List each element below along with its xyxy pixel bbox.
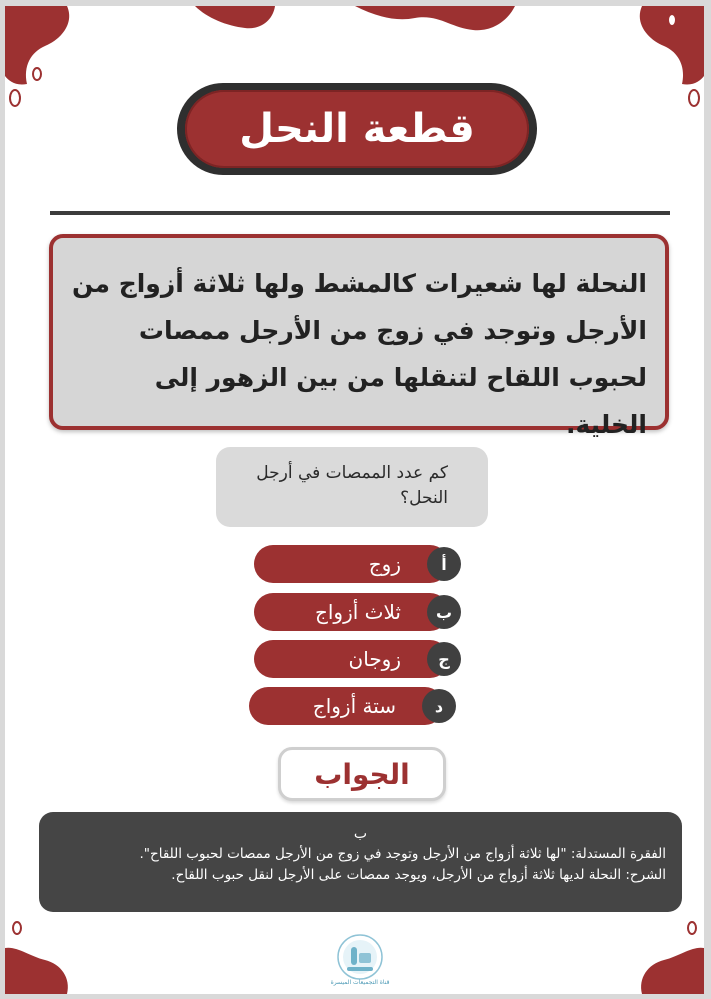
- top-left-decoration: [5, 6, 85, 116]
- question-box: [216, 447, 488, 527]
- passage-box: [49, 234, 669, 439]
- answer-button-label: الجواب: [314, 757, 410, 791]
- bottom-left-decoration: [5, 914, 85, 994]
- bottom-right-decoration: [624, 914, 704, 994]
- option-c[interactable]: [254, 640, 449, 678]
- option-letter-badge: أ: [427, 547, 461, 581]
- explanation-box: [39, 812, 682, 912]
- option-label: ستة أزواج: [312, 694, 396, 718]
- option-a[interactable]: [254, 545, 449, 583]
- top-center-decoration: [195, 6, 515, 46]
- option-letter-badge: ج: [427, 642, 461, 676]
- channel-logo: [327, 929, 393, 994]
- worksheet-page: [5, 6, 704, 994]
- question-text: كم عدد الممصات في أرجل النحل؟: [256, 463, 448, 508]
- title-pill: [185, 90, 529, 168]
- passage-text: النحلة لها شعيرات كالمشط ولها ثلاثة أزواج من الأرجل وتوجد في زوج من الأرجل ممصات لحبوب اللقاح لتنقلها من بين الزهور إلى الخلية.: [72, 269, 647, 439]
- page-title: قطعة النحل: [239, 106, 475, 152]
- option-label: ثلاث أزواج: [314, 600, 401, 624]
- option-b[interactable]: [254, 593, 449, 631]
- answer-button[interactable]: [278, 747, 446, 801]
- explanation-text: الشرح: النحلة لديها ثلاثة أزواج من الأرجل، ويوجد ممصات على الأرجل لنقل حبوب اللقاح.: [171, 867, 666, 883]
- logo-text: قناة التجميعات الميسرة: [330, 979, 390, 986]
- option-label: زوجان: [348, 647, 401, 671]
- correct-answer-letter: ب: [353, 826, 368, 842]
- option-letter-badge: د: [422, 689, 456, 723]
- option-label: زوج: [368, 552, 401, 576]
- divider: [50, 211, 670, 215]
- option-d[interactable]: [249, 687, 444, 725]
- option-letter-badge: ب: [427, 595, 461, 629]
- top-right-decoration: [624, 6, 704, 116]
- evidence-text: الفقرة المستدلة: "لها ثلاثة أزواج من الأرجل وتوجد في زوج من الأرجل ممصات لحبوب اللقاح".: [139, 846, 666, 862]
